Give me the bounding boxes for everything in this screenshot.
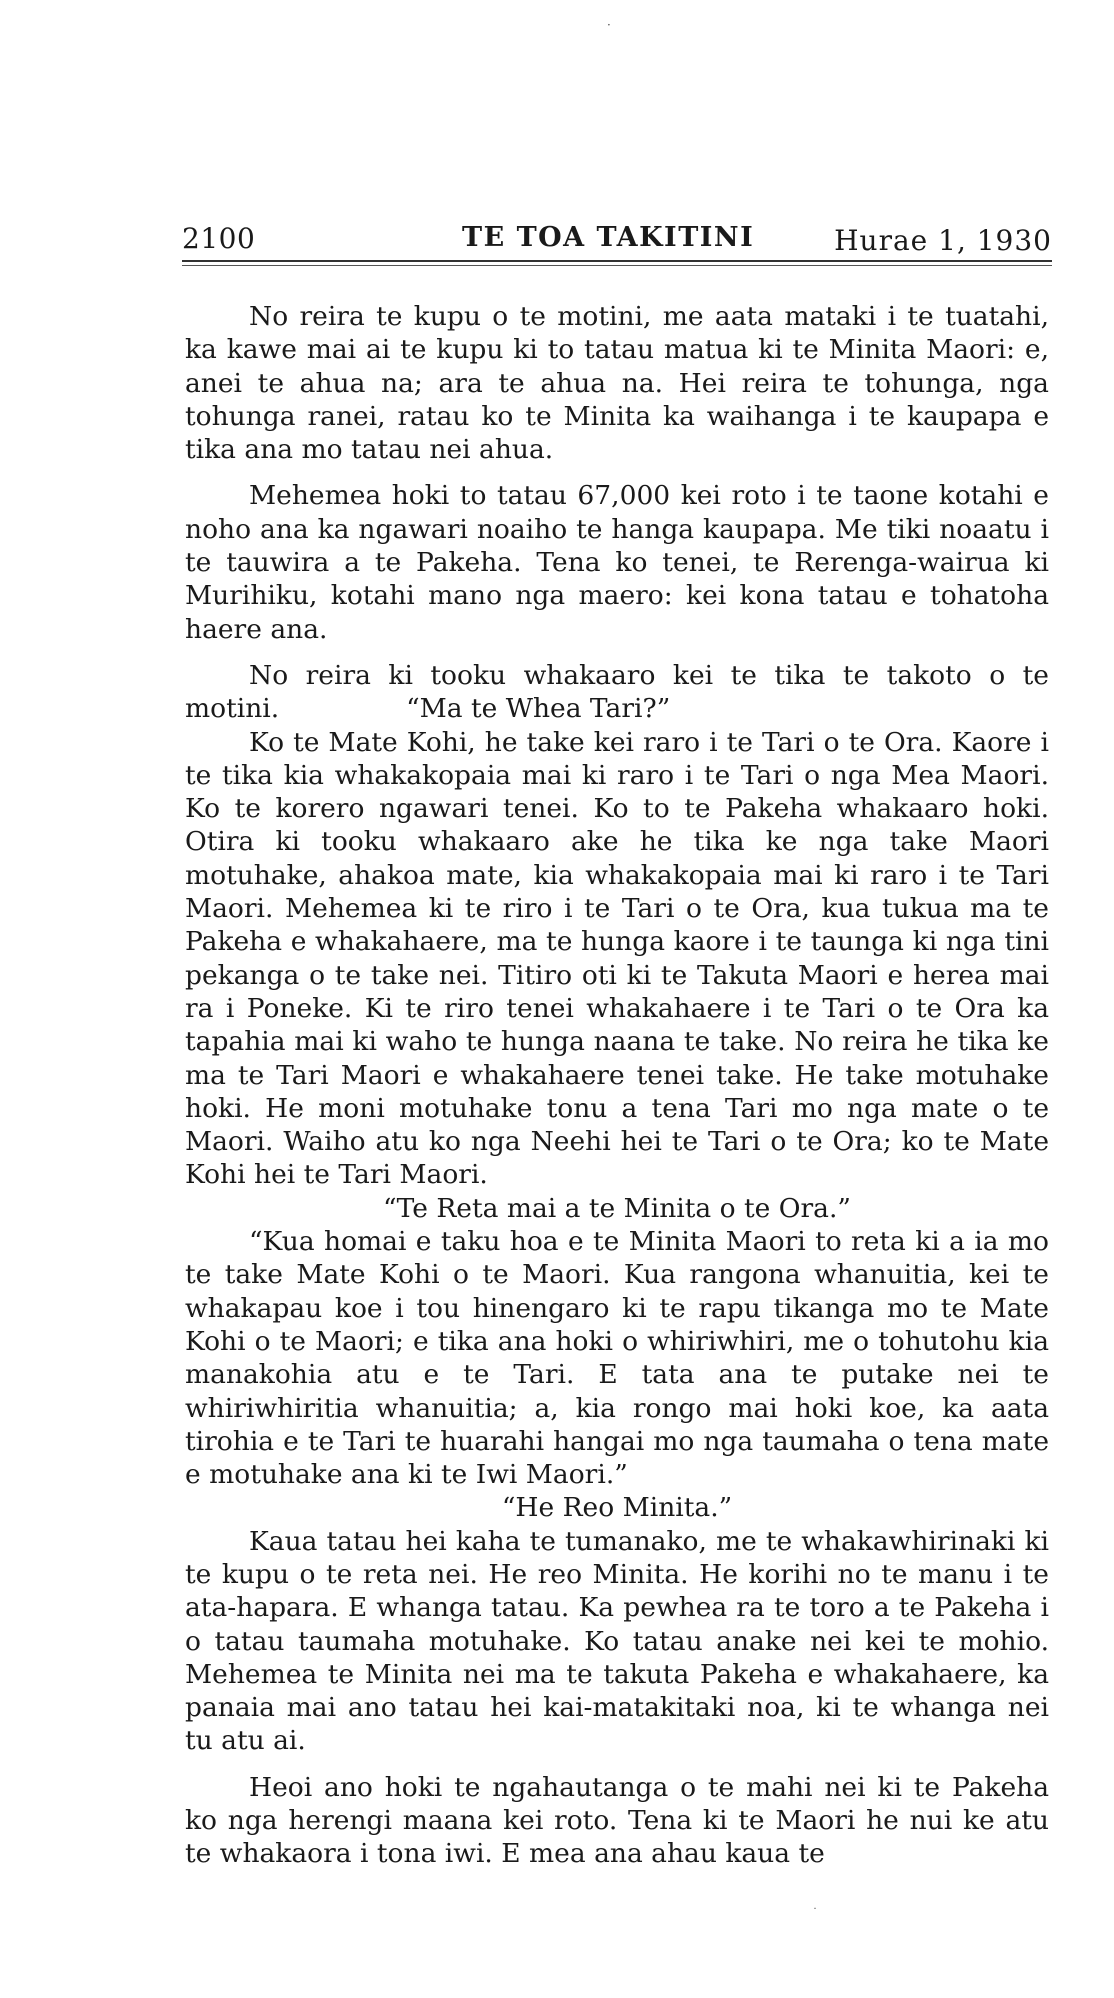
speck-mark: · bbox=[607, 18, 611, 32]
paragraph-5: “Kua homai e taku hoa e te Minita Maori to reta ki a ia mo te take Mate Kohi o te Maori. Kua rangona whanuitia, kei te whakapau koe i tou hinengaro ki te rapu tikanga mo te Mate Kohi o te Maori; e tika ana hoki o whiriwhiri, me o tohutohu kia manakohia atu e te Tari. E tata ana te putake nei te whiriwhiritia whanuitia; a, kia rongo mai hoki koe, ka aata tirohia e te Tari te huarahi hangai mo nga taumaha o tena mate e motuhake ana ki te Iwi Maori.” bbox=[185, 1226, 1049, 1491]
paragraph-3-text: No reira ki tooku whakaaro kei te tika te takoto o te motini. bbox=[185, 659, 1049, 725]
speck-mark: ˙ bbox=[812, 1906, 818, 1920]
paragraph-1: No reira te kupu o te motini, me aata mataki i te tuatahi, ka kawe mai ai te kupu ki to tatau matua ki te Minita Maori: e, anei te ahua na; ara te ahua na. Hei reira te tohunga, nga tohunga ranei, ratau ko te Minita ka waihanga i te kaupapa e tika ana mo tatau nei ahua. bbox=[185, 301, 1049, 466]
paragraph-6: Kaua tatau hei kaha te tumanako, me te whakawhirinaki ki te kupu o te reta nei. He reo Minita. He korihi no te manu i te ata-hapara. E whanga tatau. Ka pewhea ra te toro a te Pakeha i o tatau taumaha motuhake. Ko tatau anake nei kei te mohio. Mehemea te Minita nei ma te takuta Pakeha e whakahaere, ka panaia mai ano tatau hei kai-matakitaki noa, ki te whanga nei tu atu ai. bbox=[185, 1525, 1049, 1757]
issue-date: Hurae 1, 1930 bbox=[834, 224, 1052, 257]
paragraph-3 bbox=[185, 659, 1049, 726]
section-heading-reo: “He Reo Minita.” bbox=[501, 1492, 733, 1524]
header-rule-thin bbox=[182, 265, 1052, 266]
paragraph-2: Mehemea hoki to tatau 67,000 kei roto i te taone kotahi e noho ana ka ngawari noaiho te hanga kaupapa. Me tiki noaatu i te tauwira a te Pakeha. Tena ko tenei, te Rerenga-wairua ki Murihiku, kotahi mano nga maero: kei kona tatau e tohatoha haere ana. bbox=[185, 480, 1049, 645]
section-heading-tari: “Ma te Whea Tari?” bbox=[406, 693, 671, 725]
page-number: 2100 bbox=[182, 222, 256, 255]
publication-title: TE TOA TAKITINI bbox=[462, 222, 755, 253]
paragraph-4: Ko te Mate Kohi, he take kei raro i te Tari o te Ora. Kaore i te tika kia whakakopaia mai ki raro i te Tari o nga Mea Maori. Ko te korero ngawari tenei. Ko to te Pakeha whakaaro hoki. Otira ki tooku whakaaro ake he tika ke nga take Maori motuhake, ahakoa mate, kia whakakopaia mai ki raro i te Tari Maori. Mehemea ki te riro i te Tari o te Ora, kua tukua ma te Pakeha e whakahaere, ma te hunga kaore i te taunga ki nga tini pekanga o te take nei. Titiro oti ki te Takuta Maori e herea mai ra i Poneke. Ki te riro tenei whakahaere i te Tari o te Ora ka tapahia mai ki waho te hunga naana te take. No reira he tika ke ma te Tari Maori e whakahaere tenei take. He take motuhake hoki. He moni motuhake tonu a tena Tari mo nga mate o te Maori. Waiho atu ko nga Neehi hei te Tari o te Ora; ko te Mate Kohi hei te Tari Maori. bbox=[185, 726, 1049, 1191]
section-heading-reta: “Te Reta mai a te Minita o te Ora.” bbox=[383, 1192, 851, 1224]
header-rule bbox=[182, 260, 1052, 262]
article-body bbox=[185, 300, 1049, 1871]
paragraph-7: Heoi ano hoki te ngahautanga o te mahi nei ki te Pakeha ko nga herengi maana kei roto. Tena ki te Maori he nui ke atu te whakaora i tona iwi. E mea ana ahau kaua te bbox=[185, 1771, 1049, 1870]
